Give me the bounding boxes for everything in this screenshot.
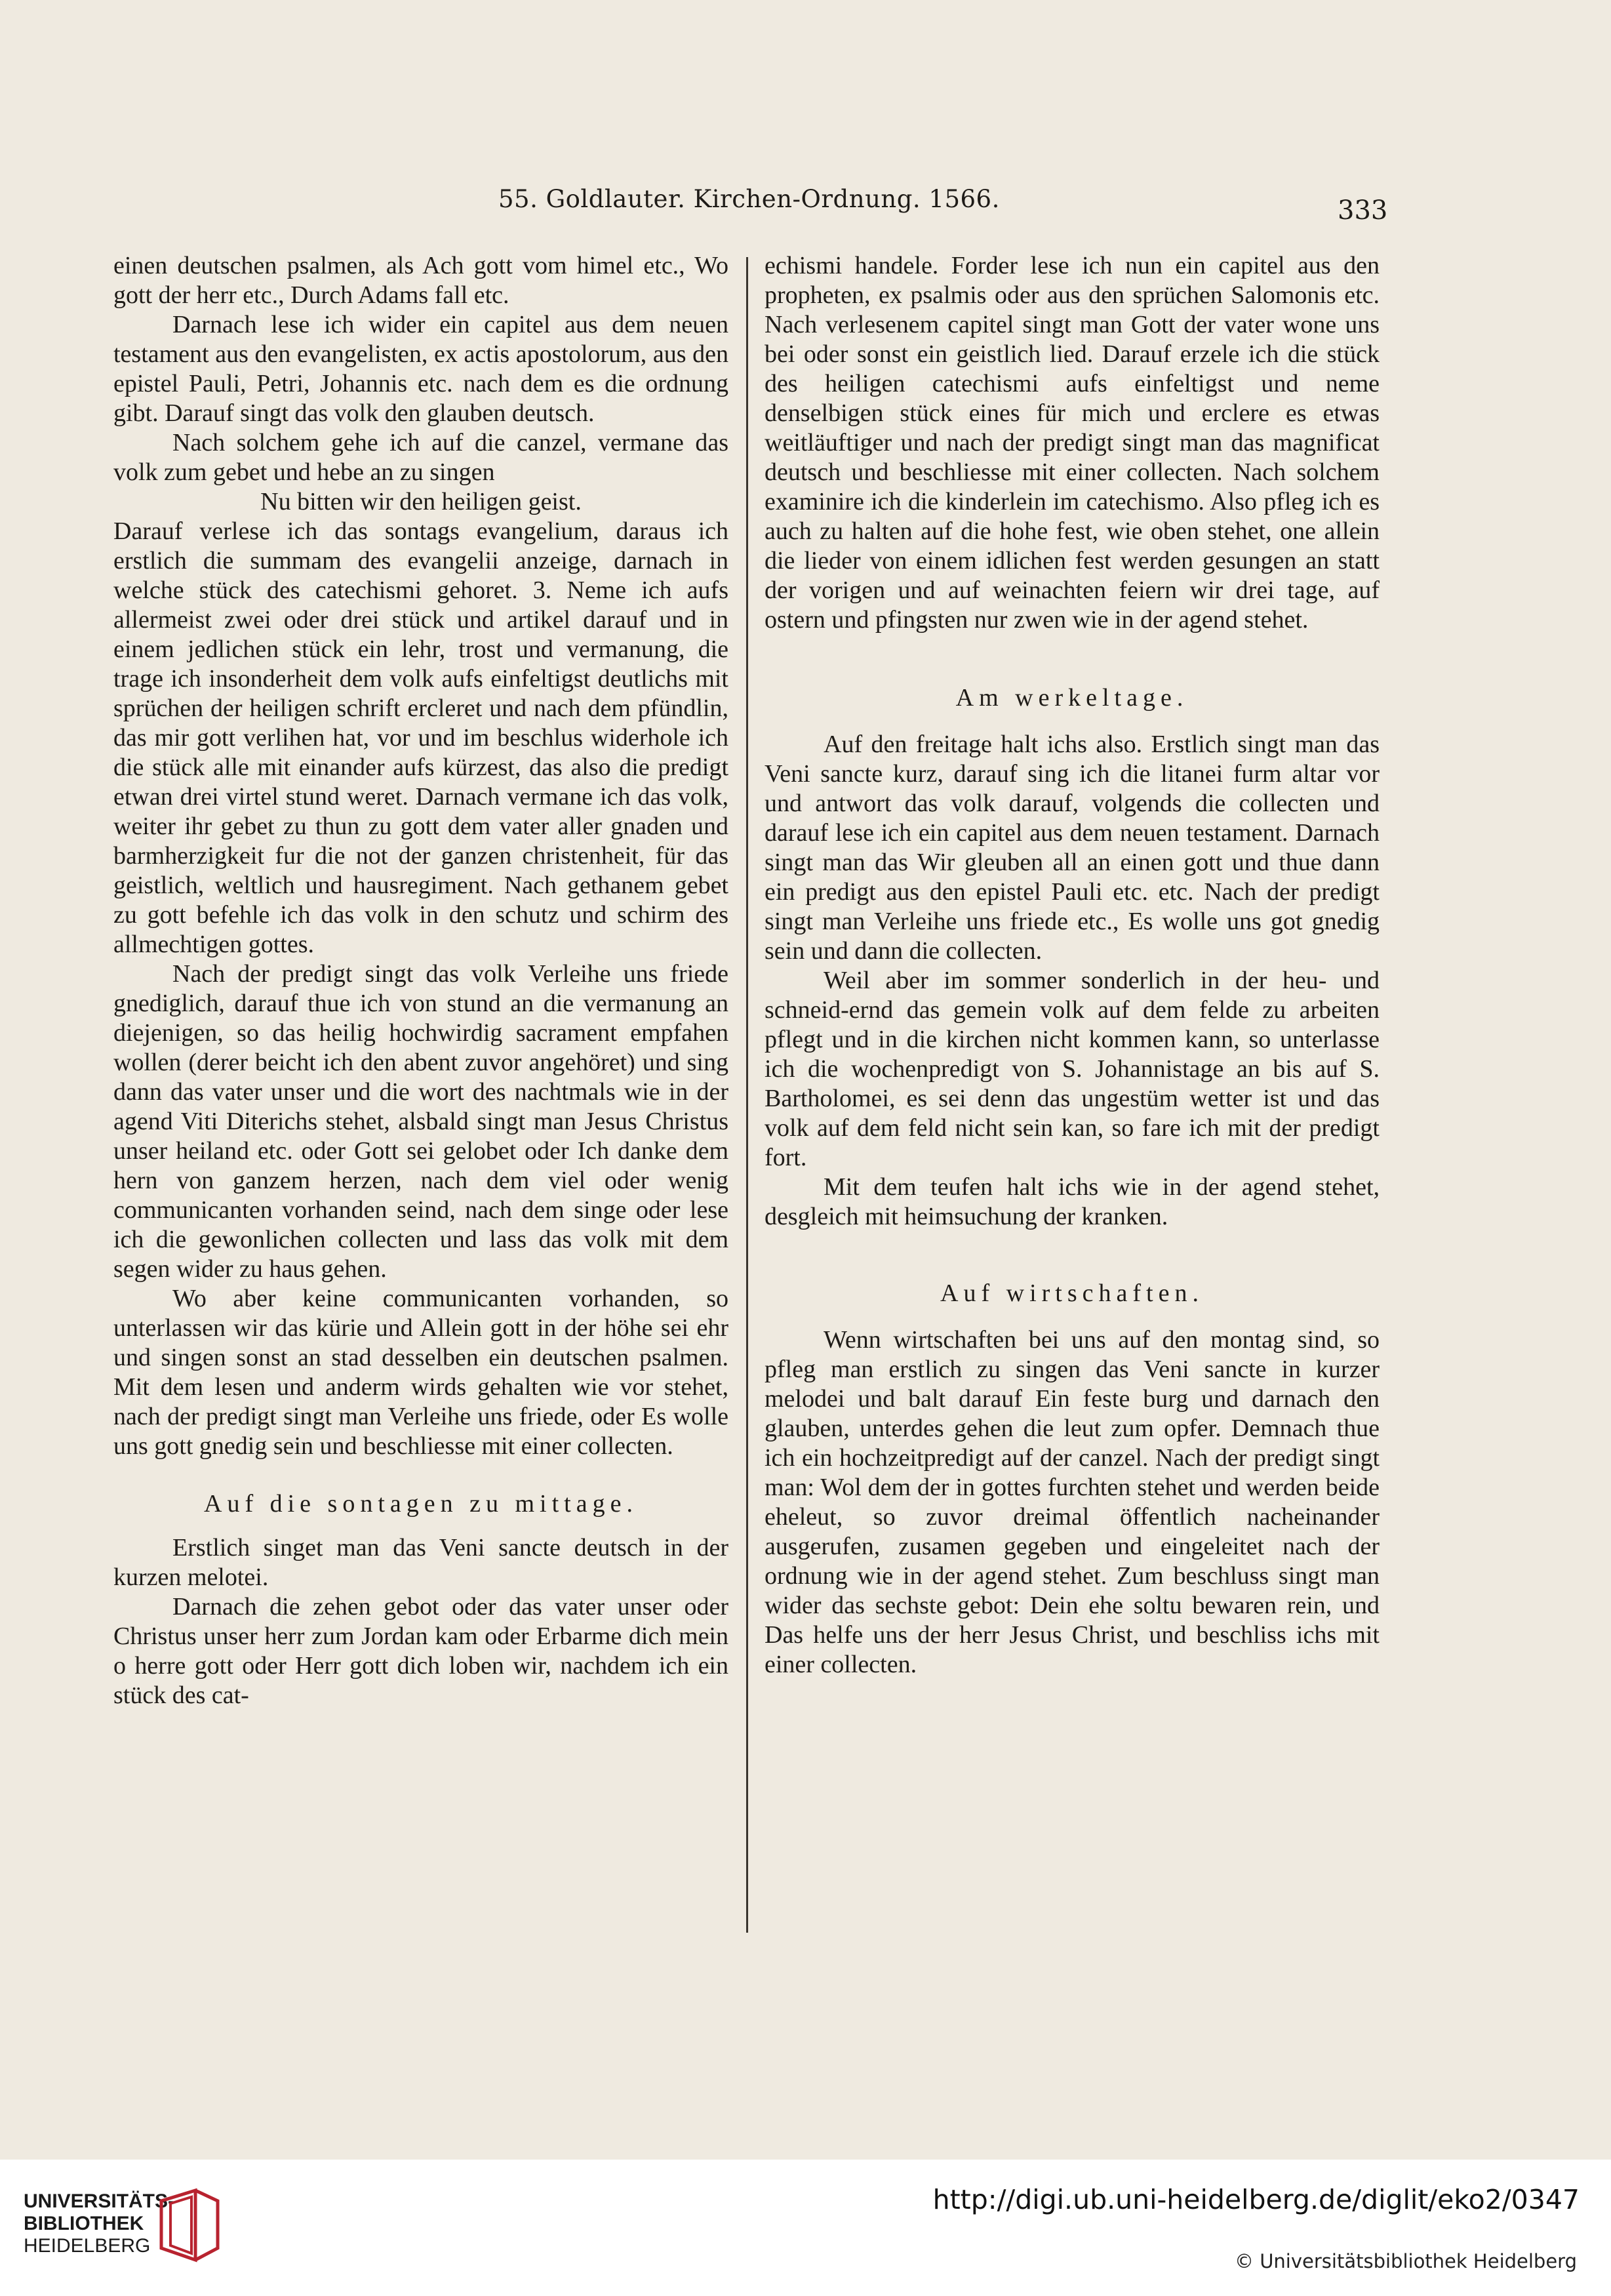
section-heading: Auf wirtschaften. bbox=[940, 1279, 1204, 1307]
paragraph: Erstlich singet man das Veni sancte deutsch in der kurzen melotei. bbox=[113, 1534, 728, 1591]
paragraph: echismi handele. Forder lese ich nun ein capitel aus den propheten, ex psalmis oder aus den sprüchen Salomonis etc. Nach verlesenem capitel singt man Gott der vater wone uns bei oder sonst ein geistlich lied. Darauf erzele ich die stück des heiligen catechismi aufs einfeltigst und neme denselbigen stück eines für mich und erclere es etwas weitläuftiger und nach der predigt singt man das magnificat deutsch und beschliesse mit einer collecten. Nach solchem examinire ich die kinderlein im catechismo. Also pfleg ich es auch zu halten auf die hohe fest, wie oben stehet, one allein die lieder von einem idlichen fest werden gesungen an statt der vorigen und auf weinachten feiern wir drei tage, auf ostern und pfingsten nur zwen wie in der agend stehet. bbox=[765, 252, 1380, 634]
paragraph: Nach solchem gehe ich auf die canzel, vermane das volk zum gebet und hebe an zu singen bbox=[113, 429, 728, 486]
source-url[interactable]: http://digi.ub.uni-heidelberg.de/diglit/eko2/0347 bbox=[932, 2184, 1580, 2215]
left-column bbox=[113, 251, 728, 1710]
paragraph: Darnach lese ich wider ein capitel aus dem neuen testament aus den evangelisten, ex actis apostolorum, aus den epistel Pauli, Petri, Johannis etc. nach dem es die ordnung gibt. Darauf singt das volk den glauben deutsch. bbox=[113, 311, 728, 427]
right-column bbox=[765, 251, 1380, 1680]
paragraph: Wenn wirtschaften bei uns auf den montag sind, so pfleg man erstlich zu singen das Veni sancte in kurzer melodei und balt darauf Ein feste burg und darnach den glauben, unterdes gehen die leut zum opfer. Demnach thue ich ein hochzeitpredigt auf der canzel. Nach der predigt singt man: Wol dem der in gottes furchten stehet und werden beide eheleut, so zuvor dreimal öffentlich nacheinander ausgerufen, zusamen gegeben und eingeleitet nach der ordnung wie in der agend stehet. Zum beschluss singt man wider das sechste gebot: Dein ehe soltu bewaren rein, und Das helfe uns der herr Jesus Christ, und beschliss ichs mit einer collecten. bbox=[765, 1326, 1380, 1678]
copyright-notice: © Universitätsbibliothek Heidelberg bbox=[1234, 2250, 1577, 2272]
paragraph: Mit dem teufen halt ichs wie in der agend stehet, desgleich mit heimsuchung der kranken. bbox=[765, 1173, 1380, 1230]
paragraph: Weil aber im sommer sonderlich in der heu- und schneid-ernd das gemein volk auf dem felde zu arbeiten pflegt und in die kirchen nicht kommen kann, so unterlasse ich die wochenpredigt von S. Johannistage an bis auf S. Bartholomei, es sei denn das ungestüm wetter ist und das volk auf dem feld nicht sein kan, so fare ich mit der predigt fort. bbox=[765, 967, 1380, 1171]
footer-bar bbox=[0, 2160, 1611, 2296]
paragraph: Auf den freitage halt ichs also. Erstlich singt man das Veni sancte kurz, darauf sing ich die litanei furm altar vor und antwort das volk darauf, volgends die collecten und darauf lese ich ein capitel aus dem neuen testament. Darnach singt man das Wir gleuben all an einen gott und thue dann ein predigt aus den epistel Pauli etc. etc. Nach der predigt singt man Verleihe uns friede etc., Es wolle uns got gnedig sein und dann die collecten. bbox=[765, 731, 1380, 965]
paragraph: Darauf verlese ich das sontags evangelium, daraus ich erstlich die summam des evangelii anzeige, darnach in welche stück des catechismi gehoret. 3. Neme ich aufs allermeist zwei oder drei stück und artikel darauf und in einem jedlichen stück ein lehr, trost und vermanung, die trage ich insonderheit dem volk aufs einfeltigst deutlichs mit sprüchen der heiligen schrift ercleret und nach dem pfündlin, das mir gott verlihen hat, vor und im beschlus widerhole ich die stück alle mit einander aufs kürzest, das also die predigt etwan drei virtel stund weret. Darnach vermane ich das volk, weiter ihr gebet zu thun zu gott dem vater aller gnaden und barmherzigkeit fur die not der ganzen christenheit, für das geistlich, weltlich und hausregiment. Nach gethanem gebet zu gott befehle ich das volk in den schutz und schirm des allmechtigen gottes. bbox=[113, 517, 728, 958]
paragraph: Nach der predigt singt das volk Verleihe uns friede gnediglich, darauf thue ich von stund an die vermanung an diejenigen, so das heilig hochwirdig sacrament empfahen wollen (derer beicht ich den abent zuvor angehöret) und sing dann das vater unser und die wort des nachtmals wie in der agend Viti Diterichs stehet, alsbald singt man Jesus Christus unser heiland etc. oder Gott sei gelobet oder Ich danke dem hern von ganzem herzen, nach dem viel oder wenig communicanten vorhanden seind, nach dem singe oder lese ich die gewonlichen collecten und lass das volk mit dem segen wider zu haus gehen. bbox=[113, 960, 728, 1283]
logo-line: HEIDELBERG bbox=[24, 2235, 151, 2257]
paragraph: Darnach die zehen gebot oder das vater unser oder Christus unser herr zum Jordan kam oder Erbarme dich mein o herre gott oder Herr gott dich loben wir, nachdem ich ein stück des cat- bbox=[113, 1593, 728, 1709]
library-logo-icon bbox=[155, 2188, 227, 2266]
hymn-title: Nu bitten wir den heiligen geist. bbox=[260, 488, 582, 515]
logo-line: BIBLIOTHEK bbox=[24, 2213, 144, 2234]
section-heading: Auf die sontagen zu mittage. bbox=[204, 1490, 638, 1518]
column-divider bbox=[746, 257, 748, 1933]
paragraph: einen deutschen psalmen, als Ach gott vom himel etc., Wo gott der herr etc., Durch Adams fall etc. bbox=[113, 252, 728, 309]
paragraph: Wo aber keine communicanten vorhanden, so unterlassen wir das kürie und Allein gott in der höhe sei ehr und singen sonst an stad desselben ein deutschen psalmen. Mit dem lesen und anderm wirds gehalten wie vor stehet, nach der predigt singt man Verleihe uns friede, oder Es wolle uns gott gnedig sein und beschliesse mit einer collecten. bbox=[113, 1285, 728, 1460]
library-logo-text bbox=[24, 2190, 174, 2257]
logo-line: UNIVERSITÄTS- bbox=[24, 2190, 175, 2212]
page-number: 333 bbox=[1338, 195, 1388, 226]
section-heading: Am werkeltage. bbox=[955, 684, 1189, 712]
running-head: 55. Goldlauter. Kirchen-Ordnung. 1566. bbox=[498, 185, 1000, 213]
